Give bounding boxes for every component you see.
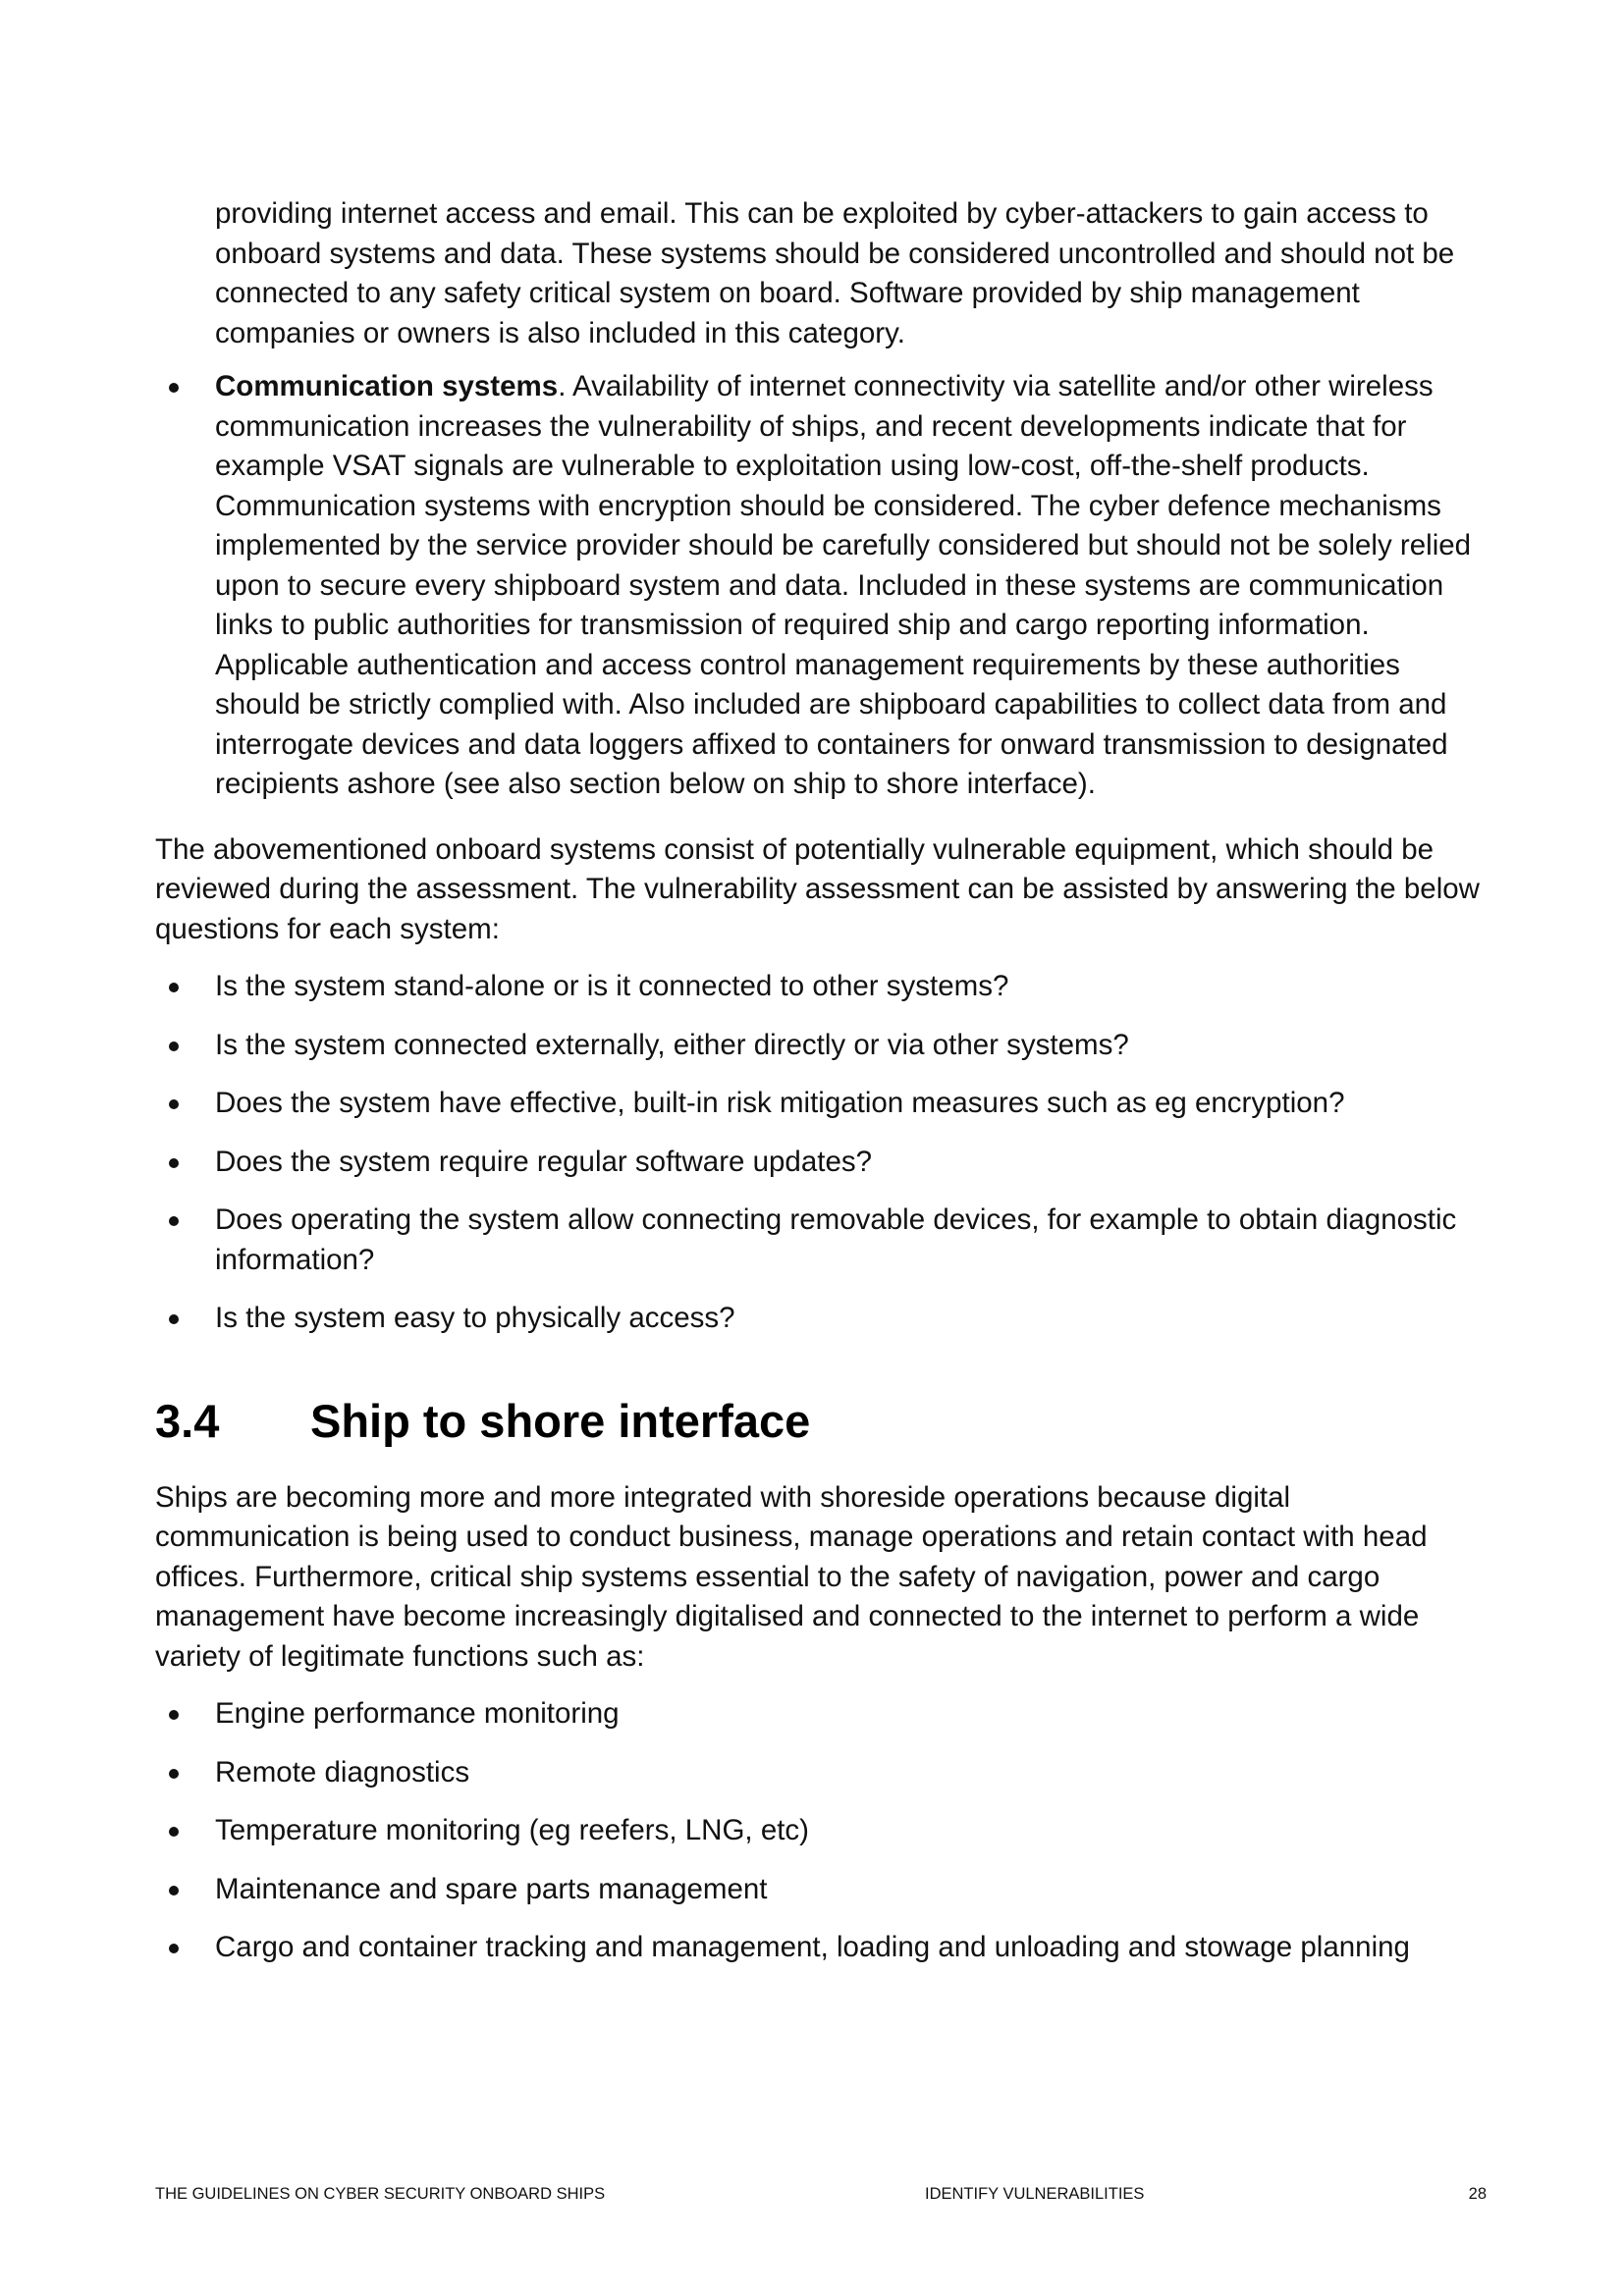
bullet-icon	[169, 1710, 179, 1720]
bullet-icon	[169, 1944, 179, 1953]
communication-list	[155, 367, 1487, 805]
question-text: Is the system easy to physically access?	[215, 1302, 735, 1334]
function-text: Remote diagnostics	[215, 1755, 470, 1789]
bullet-icon	[169, 1216, 179, 1226]
bullet-icon	[169, 1886, 179, 1896]
page-content	[155, 194, 1487, 1987]
function-text: Cargo and container tracking and management, loading and unloading and stowage planning	[215, 1931, 1410, 1963]
list-item	[155, 1084, 1487, 1124]
section-number: 3.4	[155, 1394, 220, 1447]
page-footer	[155, 2182, 1487, 2206]
list-item	[155, 1299, 1487, 1339]
bullet-icon	[169, 383, 179, 393]
section-title: Ship to shore interface	[310, 1394, 811, 1447]
footer-page-number: 28	[1468, 2185, 1487, 2203]
continuation-paragraph: providing internet access and email. This can be exploited by cyber-attackers to gain access to onboard systems and data. These systems should be considered uncontrolled and should not be connected to any safety critical system on board. Software provided by ship management companies or owners is also included in this category.	[215, 197, 1455, 349]
function-text: Maintenance and spare parts management	[215, 1872, 768, 1905]
list-item	[155, 1928, 1487, 1968]
bullet-icon	[169, 983, 179, 992]
section-paragraph: Ships are becoming more and more integrated with shoreside operations because digital communication is being used to conduct business, manage operations and retain contact with head offices. Furthermore, critical ship systems essential to the safety of navigation, power and cargo management have become increasingly digitalised and connected to the internet to perform a wide variety of legitimate functions such as:	[155, 1480, 1428, 1673]
bullet-icon	[169, 1158, 179, 1168]
bullet-icon	[169, 1827, 179, 1837]
question-text: Is the system stand-alone or is it connected to other systems?	[215, 970, 1009, 1002]
question-text: Does the system have effective, built-in risk mitigation measures such as eg encryption?	[215, 1087, 1345, 1119]
question-text: Is the system connected externally, either directly or via other systems?	[215, 1028, 1129, 1061]
section-heading	[155, 1394, 1487, 1449]
list-item	[155, 1694, 1487, 1735]
assessment-paragraph: The abovementioned onboard systems consist of potentially vulnerable equipment, which should be reviewed during the assessment. The vulnerability assessment can be assisted by answering the below questions for each system:	[155, 832, 1480, 945]
function-text: Engine performance monitoring	[215, 1697, 620, 1730]
questions-list	[155, 967, 1487, 1339]
functions-list	[155, 1694, 1487, 1968]
list-item	[155, 1143, 1487, 1183]
list-item	[155, 1870, 1487, 1910]
list-item	[155, 1753, 1487, 1793]
list-item	[155, 1026, 1487, 1066]
question-text: Does operating the system allow connecting removable devices, for example to obtain diagnostic information?	[215, 1203, 1457, 1276]
list-item-communication-systems	[155, 367, 1487, 805]
question-text: Does the system require regular software updates?	[215, 1145, 873, 1178]
footer-chapter-title: IDENTIFY VULNERABILITIES	[925, 2185, 1145, 2203]
bullet-icon	[169, 1314, 179, 1324]
list-item	[155, 967, 1487, 1007]
bullet-icon	[169, 1099, 179, 1109]
communication-text: . Availability of internet connectivity via satellite and/or other wireless communication increases the vulnerability of ships, and recent developments indicate that for example VSAT signals are vulnerable to exploitation using low-cost, off-the-shelf products. Communication systems with encryption should be considered. The cyber defence mechanisms implemented by the service provider should be carefully considered but should not be solely relied upon to secure every shipboard system and data. Included in these systems are communication links to public authorities for transmission of required ship and cargo reporting information. Applicable authentication and access control management requirements by these authorities should be strictly complied with. Also included are shipboard capabilities to collect data from and interrogate devices and data loggers affixed to containers for onward transmission to designated recipients ashore (see also section below on ship to shore interface).	[215, 370, 1472, 800]
bullet-icon	[169, 1769, 179, 1779]
function-text: Temperature monitoring (eg reefers, LNG, etc)	[215, 1814, 809, 1846]
communication-term: Communication systems	[215, 370, 559, 402]
bullet-icon	[169, 1041, 179, 1051]
footer-document-title: THE GUIDELINES ON CYBER SECURITY ONBOARD SHIPS	[155, 2185, 606, 2203]
list-item	[155, 1201, 1487, 1280]
list-item	[155, 1811, 1487, 1851]
